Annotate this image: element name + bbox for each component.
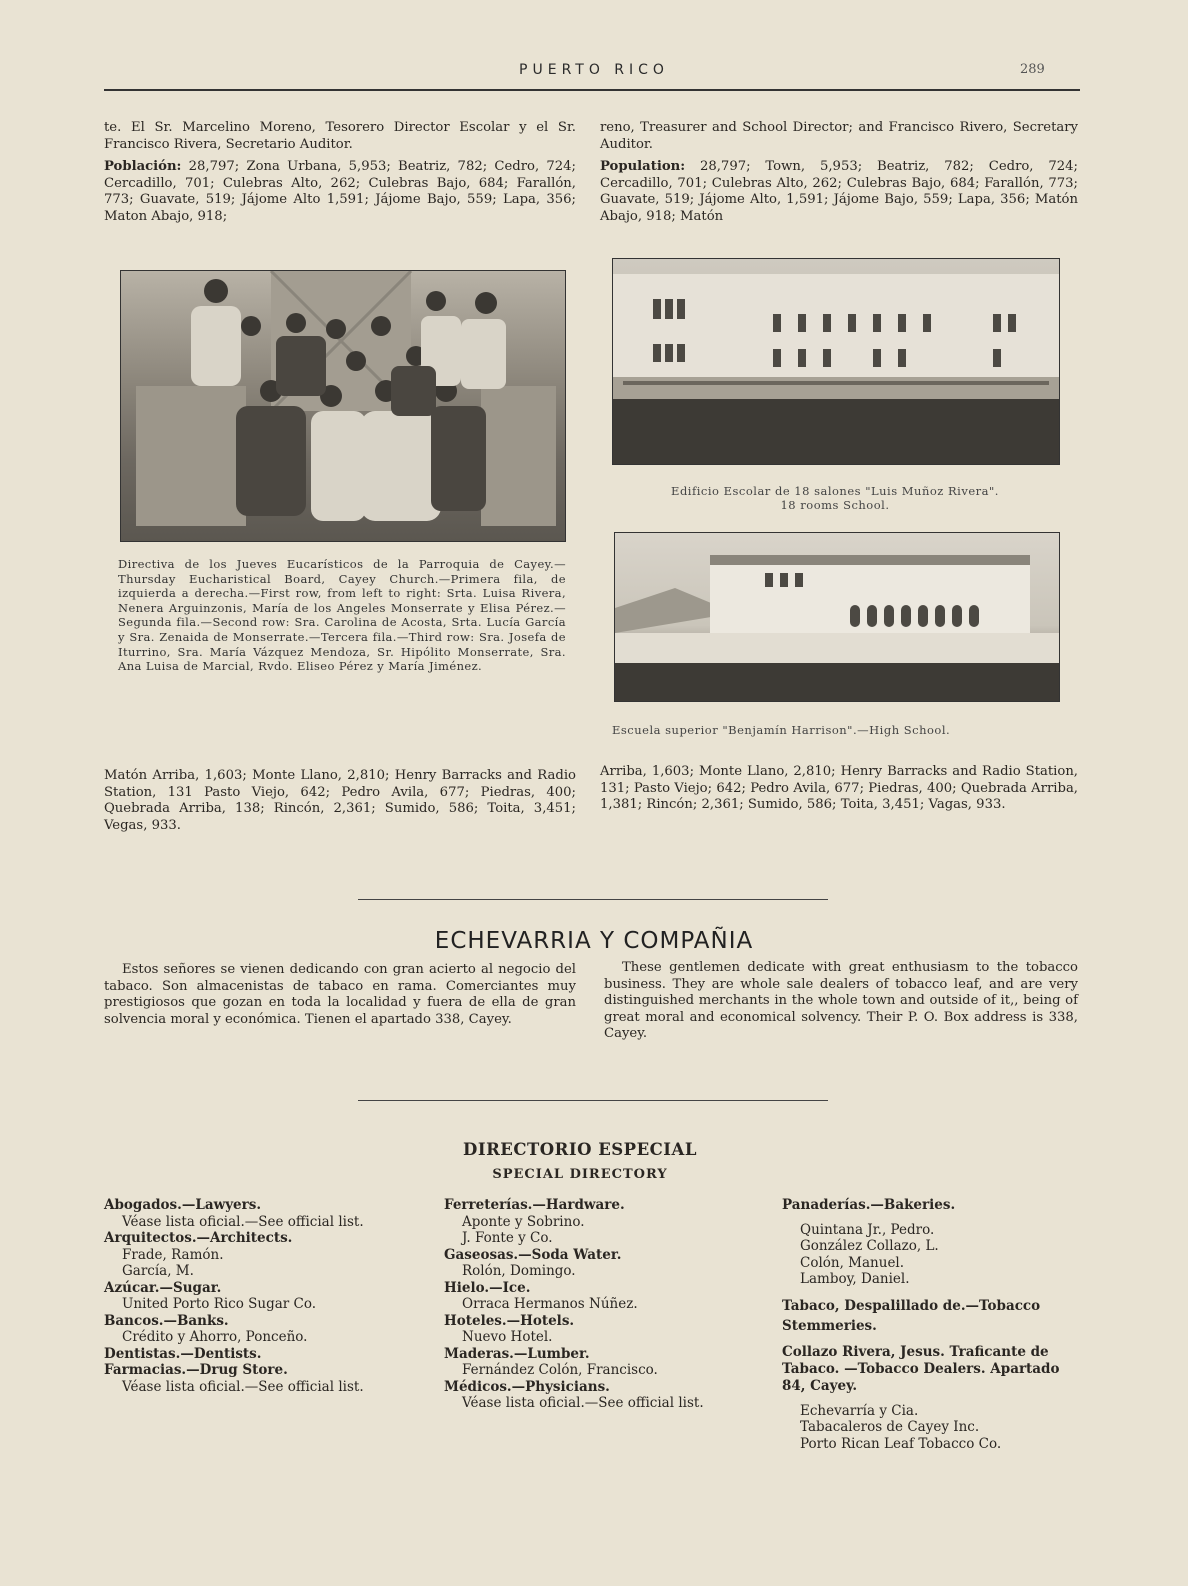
section-rule-top bbox=[358, 899, 828, 900]
population-label-es: Población: bbox=[104, 159, 182, 175]
dir-entry: Véase lista oficial.—See official list. bbox=[122, 1378, 364, 1395]
dir-category: Dentistas.—Dentists. bbox=[104, 1345, 262, 1362]
top-left-column bbox=[104, 120, 576, 232]
group-photo bbox=[120, 270, 566, 542]
dir-entry: González Collazo, L. bbox=[800, 1238, 939, 1254]
dir-entry: Porto Rican Leaf Tobacco Co. bbox=[800, 1435, 1002, 1452]
dir-category: Collazo Rivera, Jesus. Traficante de Tabaco. —Tobacco Dealers. Apartado 84, Cayey. bbox=[782, 1343, 1060, 1394]
school-photo-1-caption bbox=[612, 484, 1058, 512]
dir-category: Hoteles.—Hotels. bbox=[444, 1312, 575, 1329]
header-rule bbox=[104, 89, 1080, 91]
population-es bbox=[104, 159, 576, 225]
population-text-en: 28,797; Town, 5,953; Beatriz, 782; Cedro, 724; Cercadillo, 701; Culebras Alto, 262; Culebras Bajo, 684; Farallón, 773; Guavate, 519; Jájome Alto, 1,591; Jájome Bajo, 559; Lapa, 356; Matón Abajo, 918; Matón bbox=[600, 159, 1078, 224]
dir-entry: United Porto Rico Sugar Co. bbox=[122, 1296, 317, 1312]
school-photo-1-caption-en: 18 rooms School. bbox=[780, 498, 890, 512]
dir-entry: Nuevo Hotel. bbox=[462, 1329, 553, 1345]
dir-category: Arquitectos.—Architects. bbox=[104, 1230, 293, 1246]
directory-column-1 bbox=[104, 1197, 414, 1395]
dir-category: Gaseosas.—Soda Water. bbox=[444, 1246, 622, 1263]
group-photo-figures bbox=[121, 271, 565, 541]
dir-entry: Véase lista oficial.—See official list. bbox=[122, 1213, 364, 1230]
school-building-2 bbox=[615, 533, 1059, 701]
dir-category: Médicos.—Physicians. bbox=[444, 1378, 610, 1395]
dir-entry: Quintana Jr., Pedro. bbox=[800, 1221, 935, 1238]
dir-entry: García, M. bbox=[122, 1263, 194, 1279]
running-header: PUERTO RICO bbox=[519, 62, 669, 78]
dir-entry: Crédito y Ahorro, Ponceño. bbox=[122, 1329, 308, 1345]
dir-category: Panaderías.—Bakeries. bbox=[782, 1197, 956, 1213]
dir-entry: Rolón, Domingo. bbox=[462, 1263, 576, 1279]
officials-es: te. El Sr. Marcelino Moreno, Tesorero Director Escolar y el Sr. Francisco Rivera, Secretario Auditor. bbox=[104, 120, 576, 152]
top-right-column bbox=[600, 120, 1078, 232]
directory-title: DIRECTORIO ESPECIAL bbox=[463, 1140, 697, 1159]
section-rule-bottom bbox=[358, 1100, 828, 1101]
mid-left-column: Matón Arriba, 1,603; Monte Llano, 2,810; Henry Barracks and Radio Station, 131 Pasto Viejo, 642; Pedro Avila, 677; Piedras, 400; Quebrada Arriba, 138; Rincón, 2,361; Sumido, 586; Toita, 3,451; Vegas, 933. bbox=[104, 768, 576, 833]
population-text-es: 28,797; Zona Urbana, 5,953; Beatriz, 782; Cedro, 724; Cercadillo, 701; Culebras Alto, 262; Culebras Bajo, 684; Farallón, 773; Guavate, 519; Jájome Alto 1,591; Jájome Bajo, 559; Lapa, 356; Maton Abajo, 918; bbox=[104, 159, 576, 224]
section-right-text: These gentlemen dedicate with great enthusiasm to the tobacco business. They are whole sale dealers of tobacco leaf, and are very distinguished merchants in the whole town and outside of it,, being of great moral and economical solvency. Their P. O. Box address is 338, Cayey. bbox=[604, 960, 1078, 1042]
dir-category: Azúcar.—Sugar. bbox=[104, 1279, 222, 1296]
dir-category: Abogados.—Lawyers. bbox=[104, 1197, 262, 1213]
mid-right-column: Arriba, 1,603; Monte Llano, 2,810; Henry Barracks and Radio Station, 131; Pasto Viejo; 642; Pedro Avila, 677; Piedras, 400; Quebrada Arriba, 1,381; Rincón; 2,361; Sumido, 586; Toita, 3,451; Vagas, 933. bbox=[600, 764, 1078, 813]
school-photo-1-caption-es: Edificio Escolar de 18 salones "Luis Muñoz Rivera". bbox=[671, 484, 999, 498]
dir-entry: Fernández Colón, Francisco. bbox=[462, 1362, 658, 1378]
dir-entry: Frade, Ramón. bbox=[122, 1246, 224, 1263]
dir-category: Tabaco, Despalillado de.—Tobacco Stemmeries. bbox=[782, 1297, 1041, 1334]
dir-category: Bancos.—Banks. bbox=[104, 1312, 229, 1329]
directory-subtitle: SPECIAL DIRECTORY bbox=[492, 1167, 668, 1182]
dir-entry: Aponte y Sobrino. bbox=[462, 1213, 585, 1230]
dir-entry: J. Fonte y Co. bbox=[462, 1230, 553, 1246]
school-photo-2 bbox=[614, 532, 1060, 702]
school-photo-2-caption: Escuela superior "Benjamín Harrison".—High School. bbox=[612, 723, 951, 737]
dir-category: Ferreterías.—Hardware. bbox=[444, 1197, 625, 1213]
officials-en: reno, Treasurer and School Director; and Francisco Rivero, Secretary Auditor. bbox=[600, 120, 1078, 152]
dir-entry: Tabacaleros de Cayey Inc. bbox=[800, 1419, 980, 1435]
dir-entry: Véase lista oficial.—See official list. bbox=[462, 1395, 704, 1411]
page-number: 289 bbox=[1020, 62, 1045, 77]
dir-entry: Orraca Hermanos Núñez. bbox=[462, 1296, 638, 1312]
population-en bbox=[600, 159, 1078, 225]
school-building-1 bbox=[613, 259, 1059, 464]
group-photo-caption: Directiva de los Jueves Eucarísticos de la Parroquia de Cayey.—Thursday Eucharistical Board, Cayey Church.—Primera fila, de izquierda a derecha.—First row, from left to right: Srta. Luisa Rivera, Nenera Arguinzonis, María de los Angeles Monserrate y Elisa Pérez.—Segunda fila.—Second row: Sra. Carolina de Acosta, Srta. Lucía García y Sra. Zenaida de Monserrate.—Tercera fila.—Third row: Sra. Josefa de Iturrino, Sra. María Vázquez Mendoza, Sr. Hipólito Monserrate, Sra. Ana Luisa de Marcial, Rvdo. Eliseo Pérez y María Jiménez. bbox=[118, 557, 566, 674]
dir-category: Farmacias.—Drug Store. bbox=[104, 1362, 288, 1378]
dir-category: Hielo.—Ice. bbox=[444, 1279, 531, 1296]
dir-category: Maderas.—Lumber. bbox=[444, 1345, 590, 1362]
section-title: ECHEVARRIA Y COMPAÑIA bbox=[434, 928, 754, 954]
dir-entry: Lamboy, Daniel. bbox=[800, 1271, 910, 1287]
population-label-en: Population: bbox=[600, 159, 686, 175]
directory-column-2 bbox=[444, 1197, 754, 1412]
dir-entry: Echevarría y Cia. bbox=[800, 1402, 919, 1419]
dir-entry: Colón, Manuel. bbox=[800, 1254, 905, 1271]
directory-column-3 bbox=[782, 1197, 1082, 1452]
section-left-text: Estos señores se vienen dedicando con gran acierto al negocio del tabaco. Son almacenistas de tabaco en rama. Comerciantes muy prestigiosos que gozan en toda la localidad y fuera de ella de gran solvencia moral y económica. Tienen el apartado 338, Cayey. bbox=[104, 962, 576, 1027]
school-photo-1 bbox=[612, 258, 1060, 465]
